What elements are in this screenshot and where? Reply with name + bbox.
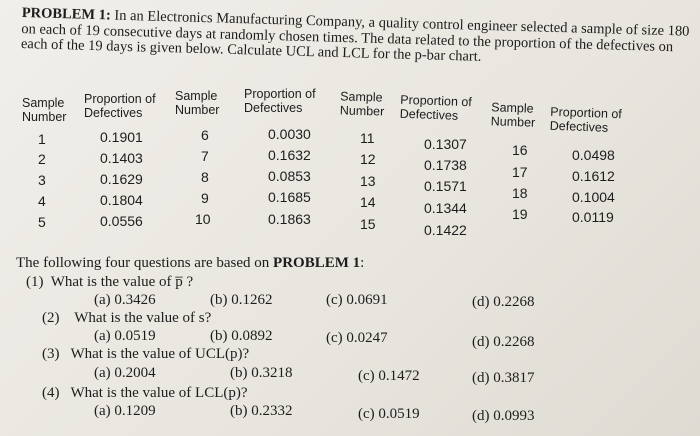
option-4d: (d) 0.0993 <box>472 408 535 424</box>
proportion-value: 0.0498 <box>572 147 615 163</box>
proportion-value: 0.0556 <box>100 213 143 229</box>
question-1 <box>26 274 193 291</box>
header-sample-1: Sample Number <box>22 96 67 124</box>
header-proportion-3: Proportion of Defectives <box>399 92 473 123</box>
sample-number: 10 <box>195 211 211 227</box>
sample-number: 19 <box>512 206 528 222</box>
sample-number: 14 <box>360 194 376 210</box>
proportion-value: 0.1612 <box>572 168 615 184</box>
sample-number: 9 <box>201 190 209 206</box>
option-2a: (a) 0.0519 <box>94 328 156 344</box>
sample-number: 17 <box>512 164 528 180</box>
proportion-value: 0.1804 <box>100 192 143 208</box>
proportion-value: 0.1422 <box>424 222 467 238</box>
question-number: (4) <box>42 385 60 401</box>
questions-intro: The following four questions are based on PROBLEM 1: <box>16 255 365 271</box>
sample-number: 7 <box>201 148 209 164</box>
option-1c: (c) 0.0691 <box>326 292 388 308</box>
proportion-value: 0.1307 <box>424 136 467 152</box>
sample-number: 3 <box>38 172 46 188</box>
sample-number: 8 <box>201 169 209 185</box>
proportion-value: 0.0853 <box>268 168 311 184</box>
option-4b: (b) 0.2332 <box>230 403 293 419</box>
sample-number: 4 <box>38 193 46 209</box>
sample-number: 11 <box>360 130 375 146</box>
option-1b: (b) 0.1262 <box>210 292 273 308</box>
header-sample-2: Sample Number <box>175 89 220 117</box>
proportion-value: 0.1901 <box>100 129 143 145</box>
option-3b: (b) 0.3218 <box>230 365 293 381</box>
sample-number: 15 <box>360 216 376 232</box>
option-2c: (c) 0.0247 <box>326 330 388 346</box>
sample-number: 5 <box>38 214 46 230</box>
question-text: What is the value of p̅ ? <box>50 274 194 290</box>
question-text: What is the value of s? <box>74 310 212 326</box>
option-1d: (d) 0.2268 <box>472 294 535 310</box>
header-proportion-2: Proportion of Defectives <box>244 87 316 115</box>
question-3 <box>42 346 249 363</box>
proportion-value: 0.0119 <box>572 209 614 225</box>
sample-number: 1 <box>38 131 46 147</box>
option-2b: (b) 0.0892 <box>210 328 273 344</box>
proportion-value: 0.1344 <box>424 200 467 216</box>
question-text: What is the value of UCL(p)? <box>70 346 250 362</box>
header-sample-4: Sample Number <box>490 100 536 130</box>
proportion-value: 0.1629 <box>100 171 143 187</box>
question-number: (1) <box>26 274 44 290</box>
proportion-value: 0.1004 <box>572 189 615 205</box>
sample-number: 18 <box>512 185 528 201</box>
question-number: (3) <box>42 346 60 362</box>
option-3a: (a) 0.2004 <box>94 365 156 381</box>
option-4c: (c) 0.0519 <box>358 406 420 422</box>
proportion-value: 0.1571 <box>424 178 467 194</box>
header-proportion-4: Proportion of Defectives <box>549 104 623 135</box>
proportion-value: 0.1403 <box>100 150 143 166</box>
proportion-value: 0.1863 <box>268 211 311 227</box>
sample-number: 16 <box>512 142 528 158</box>
question-text: What is the value of LCL(p)? <box>70 385 248 401</box>
sample-number: 13 <box>360 173 376 189</box>
sample-number: 12 <box>360 151 376 167</box>
option-2d: (d) 0.2268 <box>472 334 535 350</box>
sample-number: 2 <box>38 151 46 167</box>
proportion-value: 0.1685 <box>268 189 311 205</box>
problem-text: In an Electronics Manufacturing Company, a quality control engineer selected a sample of size 180 on each of 19 consecutive days at randomly chosen times. The data related to the proportion of the defectives on each of the 19 days is given below. Calculate UCL and LCL for the p-bar chart. <box>20 7 690 65</box>
question-2 <box>42 310 211 327</box>
option-3d: (d) 0.3817 <box>472 370 535 386</box>
option-1a: (a) 0.3426 <box>94 292 156 308</box>
problem-label: PROBLEM 1: <box>21 5 112 24</box>
question-4 <box>42 385 248 402</box>
header-sample-3: Sample Number <box>339 89 385 119</box>
header-proportion-1: Proportion of Defectives <box>84 92 156 120</box>
option-4a: (a) 0.1209 <box>94 403 156 419</box>
proportion-value: 0.1738 <box>424 157 467 173</box>
proportion-value: 0.1632 <box>268 147 311 163</box>
option-3c: (c) 0.1472 <box>358 368 420 384</box>
question-number: (2) <box>42 310 60 326</box>
sample-number: 6 <box>201 127 209 143</box>
proportion-value: 0.0030 <box>268 126 311 142</box>
